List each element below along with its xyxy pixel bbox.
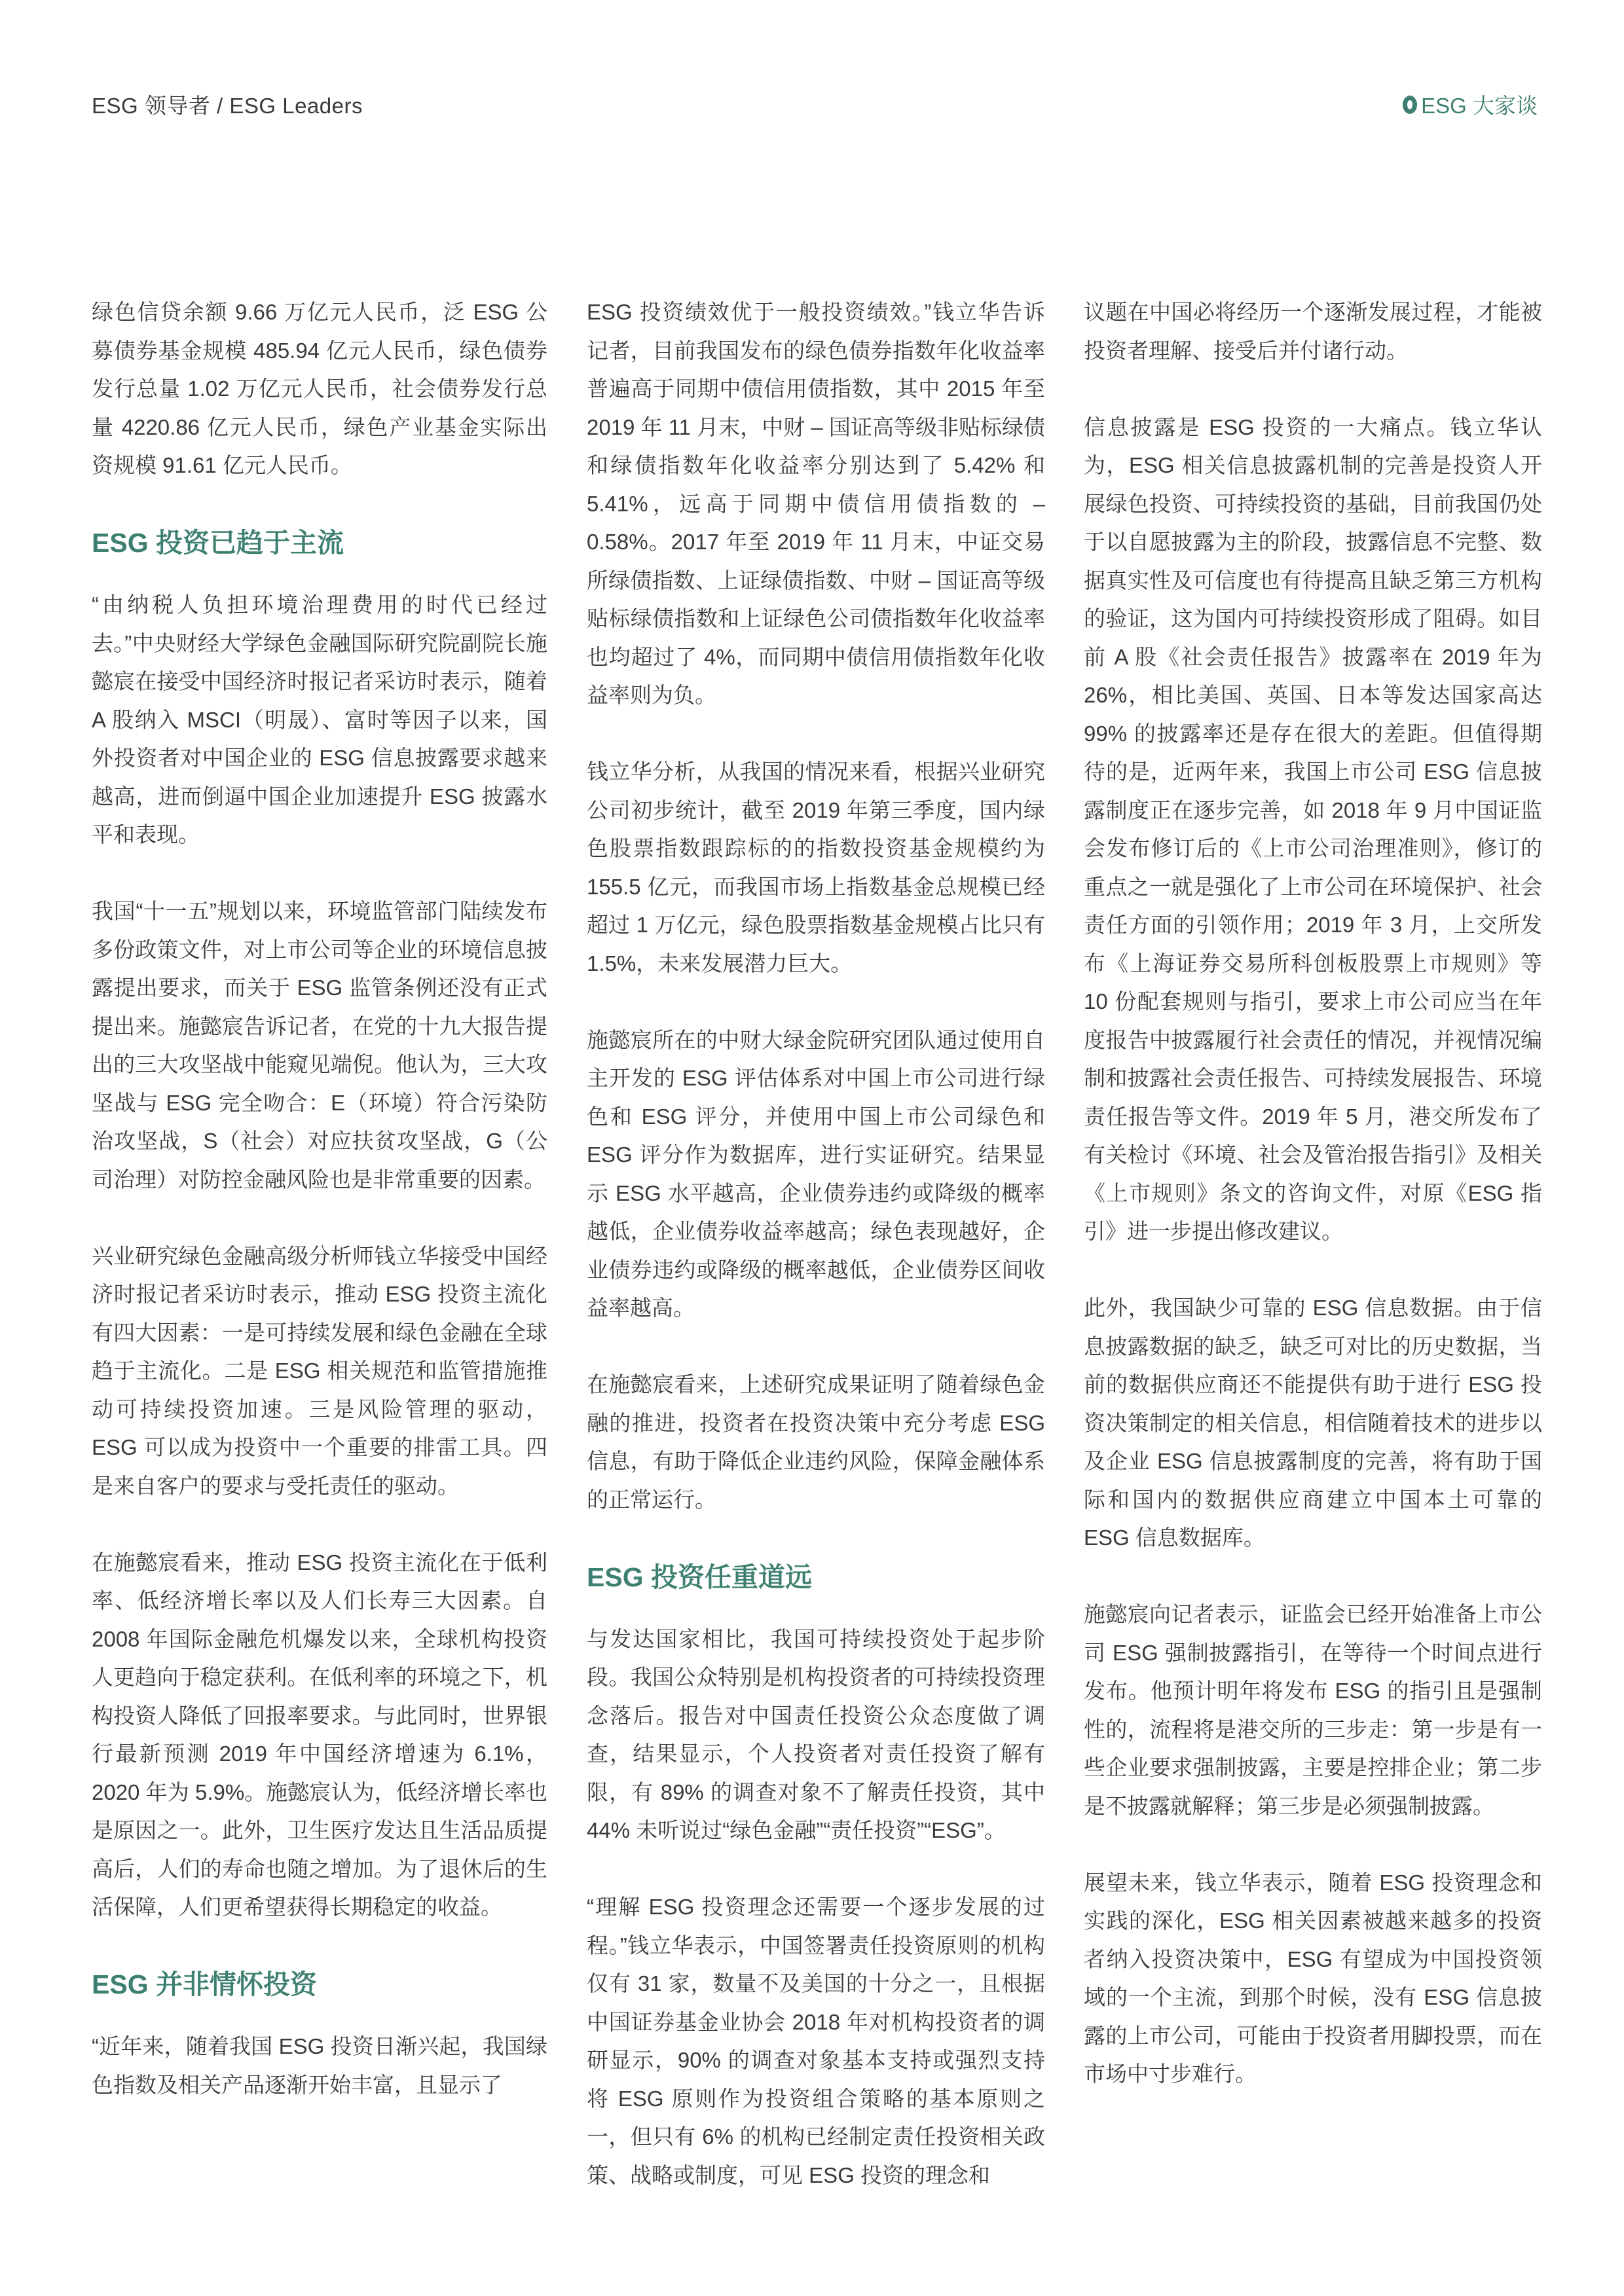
body-paragraph: 我国“十一五”规划以来，环境监管部门陆续发布多份政策文件，对上市公司等企业的环境信息披露提出要求，而关于 ESG 监管条例还没有正式提出来。施懿宸告诉记者，在党的十九大报告提出的三大攻坚战中能窥见端倪。他认为，三大攻坚战与 ESG 完全吻合：E（环境）符合污染防治攻坚战，S（社会）对应扶贫攻坚战，G（公司治理）对防控金融风险也是非常重要的因素。 (92, 899, 547, 1192)
section-heading: ESG 投资已趋于主流 (92, 528, 344, 558)
body-paragraph: “近年来，随着我国 ESG 投资日渐兴起，我国绿色指数及相关产品逐渐开始丰富，且显示了 (92, 2034, 547, 2097)
body-paragraph: ESG 投资绩效优于一般投资绩效。”钱立华告诉记者，目前我国发布的绿色债券指数年化收益率普遍高于同期中债信用债指数，其中 2015 年至 2019 年 11 月末，中财 – 国证高等级非贴标绿债和绿债指数年化收益率分别达到了 5.42% 和 5.41%，远高于同期中债信用债指数的 –0.58%。2017 年至 2019 年 11 月末，中证交易所绿债指数、上证绿债指数、中财 – 国证高等级贴标绿债指数和上证绿色公司债指数年化收益率也均超过了 4%，而同期中债信用债指数年化收益率则为负。 (587, 300, 1045, 707)
column-name: ESG 大家谈 (1421, 94, 1538, 118)
body-paragraph: 兴业研究绿色金融高级分析师钱立华接受中国经济时报记者采访时表示，推动 ESG 投资主流化有四大因素：一是可持续发展和绿色金融在全球趋于主流化。二是 ESG 相关规范和监管措施推动可持续投资加速。三是风险管理的驱动，ESG 可以成为投资中一个重要的排雷工具。四是来自客户的要求与受托责任的驱动。 (92, 1243, 547, 1498)
circle-logo-icon (1403, 96, 1417, 114)
body-paragraph: 绿色信贷余额 9.66 万亿元人民币，泛 ESG 公募债券基金规模 485.94 亿元人民币，绿色债券发行总量 1.02 万亿元人民币，社会债券发行总量 4220.86 亿元人民币，绿色产业基金实际出资规模 91.61 亿元人民币。 (92, 300, 547, 477)
body-paragraph: 在施懿宸看来，上述研究成果证明了随着绿色金融的推进，投资者在投资决策中充分考虑 ESG 信息，有助于降低企业违约风险，保障金融体系的正常运行。 (587, 1372, 1045, 1512)
body-paragraph: 展望未来，钱立华表示，随着 ESG 投资理念和实践的深化，ESG 相关因素被越来越多的投资者纳入投资决策中，ESG 有望成为中国投资领域的一个主流，到那个时候，没有 ESG 信息披露的上市公司，可能由于投资者用脚投票，而在市场中寸步难行。 (1084, 1870, 1542, 2086)
article-column-3 (1084, 293, 1542, 2132)
running-header-column (1403, 89, 1538, 120)
body-paragraph: 施懿宸所在的中财大绿金院研究团队通过使用自主开发的 ESG 评估体系对中国上市公司进行绿色和 ESG 评分，并使用中国上市公司绿色和 ESG 评分作为数据库，进行实证研究。结果显示 ESG 水平越高，企业债券违约或降级的概率越低，企业债券收益率越高；绿色表现越好，企业债券违约或降级的概率越低，企业债券区间收益率越高。 (587, 1027, 1045, 1320)
article-column-1 (92, 293, 547, 2143)
body-paragraph: “由纳税人负担环境治理费用的时代已经过去。”中央财经大学绿色金融国际研究院副院长施懿宸在接受中国经济时报记者采访时表示，随着 A 股纳入 MSCI（明晟）、富时等因子以来，国外投资者对中国企业的 ESG 信息披露要求越来越高，进而倒逼中国企业加速提升 ESG 披露水平和表现。 (92, 592, 547, 847)
body-paragraph: 信息披露是 ESG 投资的一大痛点。钱立华认为，ESG 相关信息披露机制的完善是投资人开展绿色投资、可持续投资的基础，目前我国仍处于以自愿披露为主的阶段，披露信息不完整、数据真实性及可信度也有待提高且缺乏第三方机构的验证，这为国内可持续投资形成了阻碍。如目前 A 股《社会责任报告》披露率在 2019 年为 26%，相比美国、英国、日本等发达国家高达 99% 的披露率还是存在很大的差距。但值得期待的是，近两年来，我国上市公司 ESG 信息披露制度正在逐步完善，如 2018 年 9 月中国证监会发布修订后的《上市公司治理准则》，修订的重点之一就是强化了上市公司在环境保护、社会责任方面的引领作用；2019 年 3 月，上交所发布《上海证券交易所科创板股票上市规则》等 10 份配套规则与指引，要求上市公司应当在年度报告中披露履行社会责任的情况，并视情况编制和披露社会责任报告、可持续发展报告、环境责任报告等文件。2019 年 5 月，港交所发布了有关检讨《环境、社会及管治报告指引》及相关《上市规则》条文的咨询文件，对原《ESG 指引》进一步提出修改建议。 (1084, 414, 1542, 1243)
body-paragraph: 钱立华分析，从我国的情况来看，根据兴业研究公司初步统计，截至 2019 年第三季度，国内绿色股票指数跟踪标的的指数投资基金规模约为 155.5 亿元，而我国市场上指数基金总规模已经超过 1 万亿元，绿色股票指数基金规模占比只有 1.5%，未来发展潜力巨大。 (587, 759, 1045, 975)
body-paragraph: 在施懿宸看来，推动 ESG 投资主流化在于低利率、低经济增长率以及人们长寿三大因素。自 2008 年国际金融危机爆发以来，全球机构投资人更趋向于稳定获利。在低利率的环境之下，机构投资人降低了回报率要求。与此同时，世界银行最新预测 2019 年中国经济增速为 6.1%，2020 年为 5.9%。施懿宸认为，低经济增长率也是原因之一。此外，卫生医疗发达且生活品质提高后，人们的寿命也随之增加。为了退休后的生活保障，人们更希望获得长期稳定的收益。 (92, 1550, 547, 1919)
body-paragraph: 议题在中国必将经历一个逐渐发展过程，才能被投资者理解、接受后并付诸行动。 (1084, 300, 1542, 363)
article-column-2 (587, 293, 1045, 2233)
running-header-section: ESG 领导者 / ESG Leaders (92, 94, 363, 118)
body-paragraph: 与发达国家相比，我国可持续投资处于起步阶段。我国公众特别是机构投资者的可持续投资理念落后。报告对中国责任投资公众态度做了调查，结果显示，个人投资者对责任投资了解有限，有 89% 的调查对象不了解责任投资，其中 44% 未听说过“绿色金融”“责任投资”“ESG”。 (587, 1626, 1045, 1842)
body-paragraph: 施懿宸向记者表示，证监会已经开始准备上市公司 ESG 强制披露指引，在等待一个时间点进行发布。他预计明年将发布 ESG 的指引且是强制性的，流程将是港交所的三步走：第一步是有一些企业要求强制披露，主要是控排企业；第二步是不披露就解释；第三步是必须强制披露。 (1084, 1602, 1542, 1818)
section-heading: ESG 投资任重道远 (587, 1561, 812, 1592)
body-paragraph: 此外，我国缺少可靠的 ESG 信息数据。由于信息披露数据的缺乏，缺乏可对比的历史数据，当前的数据供应商还不能提供有助于进行 ESG 投资决策制定的相关信息，相信随着技术的进步以及企业 ESG 信息披露制度的完善，将有助于国际和国内的数据供应商建立中国本土可靠的 ESG 信息数据库。 (1084, 1296, 1542, 1550)
section-heading: ESG 并非情怀投资 (92, 1969, 317, 1999)
body-paragraph: “理解 ESG 投资理念还需要一个逐步发展的过程。”钱立华表示，中国签署责任投资原则的机构仅有 31 家，数量不及美国的十分之一，且根据中国证券基金业协会 2018 年对机构投资者的调研显示，90% 的调查对象基本支持或强烈支持将 ESG 原则作为投资组合策略的基本原则之一，但只有 6% 的机构已经制定责任投资相关政策、战略或制度，可见 ESG 投资的理念和 (587, 1895, 1045, 2187)
